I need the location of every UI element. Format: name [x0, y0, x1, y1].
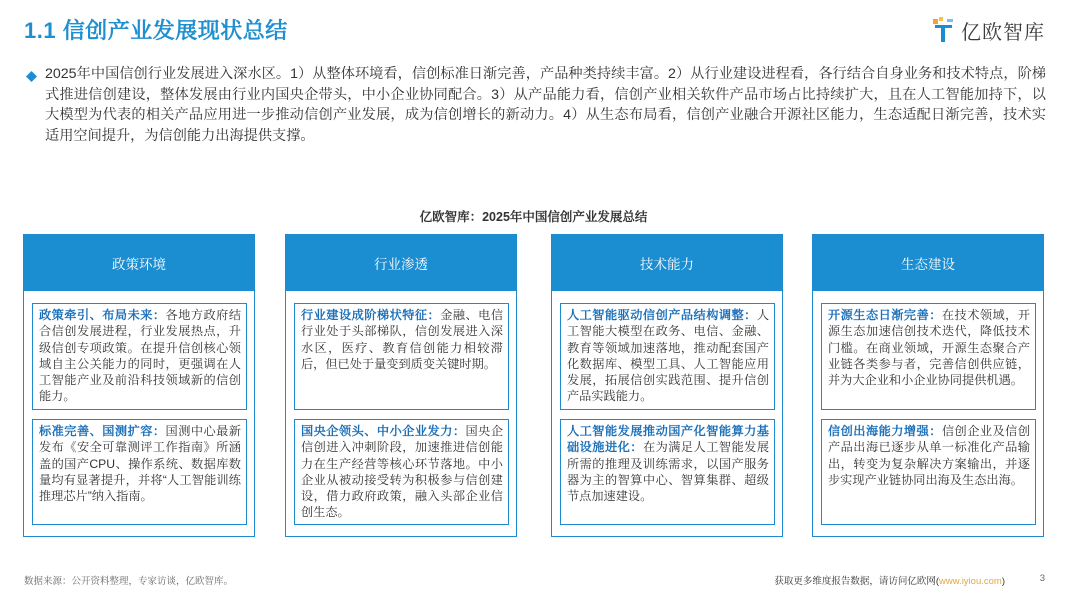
diamond-bullet-icon [26, 69, 37, 80]
column-industry [285, 234, 517, 537]
card-body: 信创企业及信创产品出海已逐步从单一标准化产品输出，转变为复杂解决方案输出，并逐步实现产业链协同出海及生态出海。 [828, 424, 1031, 487]
column-policy [23, 234, 255, 537]
logo-text: 亿欧智库 [961, 21, 1045, 44]
page-number: 3 [1039, 573, 1045, 584]
card-body: 国测中心最新发布《安全可靠测评工作指南》所涵盖的国产CPU、操作系统、数据库数量均有显著提升，并将“人工智能训练推理芯片”纳入指南。 [39, 424, 242, 504]
info-card [821, 419, 1036, 525]
card-title: 信创出海能力增强： [828, 424, 942, 438]
card-title: 行业建设成阶梯状特征： [301, 308, 441, 322]
card-body: 在为满足人工智能发展所需的推理及训练需求，以国产服务器为主的智算中心、智算集群、超级节点加速建设。 [567, 440, 770, 504]
brand-logo [931, 14, 1045, 46]
footer-cta-prefix: 获取更多维度报告数据，请访问亿欧网( [774, 576, 939, 587]
info-card [32, 303, 247, 410]
column-technology [551, 234, 783, 537]
column-header: 技术能力 [552, 235, 782, 291]
footer-cta [774, 573, 1005, 587]
website-link[interactable]: www.iyiou.com [939, 576, 1002, 587]
footer-cta-suffix: ) [1001, 576, 1005, 587]
card-title: 人工智能发展推动国产化智能算力基础设施进化： [567, 424, 769, 455]
card-body: 在技术领域，开源生态加速信创技术迭代，降低技术门槛。在商业领域，开源生态聚合产业链各类参与者，完善信创供应链，并为大企业和小企业协同提供机遇。 [828, 308, 1031, 388]
info-card [294, 419, 509, 525]
data-source-note: 数据来源：公开资料整理，专家访谈，亿欧智库。 [24, 576, 234, 587]
card-title: 国央企领头、中小企业发力： [301, 424, 466, 438]
card-body: 人工智能大模型在政务、电信、金融、教育等领域加速落地，推动配套国产化数据库、模型工具、人工智能应用发展，拓展信创实践范围、提升信创产品实践能力。 [567, 308, 769, 404]
page-title: 1.1 信创产业发展现状总结 [24, 18, 288, 43]
info-card [560, 303, 775, 410]
info-card [294, 303, 509, 410]
column-ecosystem [812, 234, 1044, 537]
column-header: 政策环境 [24, 235, 254, 291]
summary-paragraph [26, 64, 1046, 146]
card-title: 人工智能驱动信创产品结构调整： [567, 308, 757, 322]
card-body: 各地方政府结合信创发展进程，行业发展热点，升级信创专项政策。在提升信创核心领域自主公关能力的同时，更强调在人工智能产业及前沿科技领域新的信创能力。 [39, 308, 242, 404]
card-body: 国央企信创进入冲刺阶段，加速推进信创能力在生产经营等核心环节落地。中小企业从被动接受转为积极参与信创建设，借力政府政策，融入头部企业信创生态。 [301, 424, 504, 520]
chart-title: 亿欧智库：2025年中国信创产业发展总结 [419, 210, 648, 224]
info-card [560, 419, 775, 525]
card-title: 政策牵引、布局未来： [39, 308, 166, 322]
yiou-logo-icon [931, 16, 957, 44]
summary-text: 2025年中国信创行业发展进入深水区。1）从整体环境看，信创标准日渐完善，产品种类持续丰富。2）从行业建设进程看，各行结合自身业务和技术特点，阶梯式推进信创建设，整体发展由行业内国央企带头，中小企业协同配合。3）从产品能力看，信创产业相关软件产品市场占比持续扩大，且在人工智能加持下，以大模型为代表的相关产品应用进一步推动信创产业发展，成为信创增长的新动力。4）从生态布局看，信创产业融合开源社区能力，生态适配日渐完善，技术实适用空间提升，为信创能力出海提供支撑。 [45, 66, 1046, 144]
column-header: 生态建设 [813, 235, 1043, 291]
column-header: 行业渗透 [286, 235, 516, 291]
card-title: 标准完善、国测扩容： [39, 424, 166, 438]
info-card [821, 303, 1036, 410]
info-card [32, 419, 247, 525]
card-title: 开源生态日渐完善： [828, 308, 942, 322]
card-body: 金融、电信行业处于头部梯队，信创发展进入深水区，医疗、教育信创能力相较滞后，但已处于量变到质变关键时期。 [301, 308, 504, 371]
